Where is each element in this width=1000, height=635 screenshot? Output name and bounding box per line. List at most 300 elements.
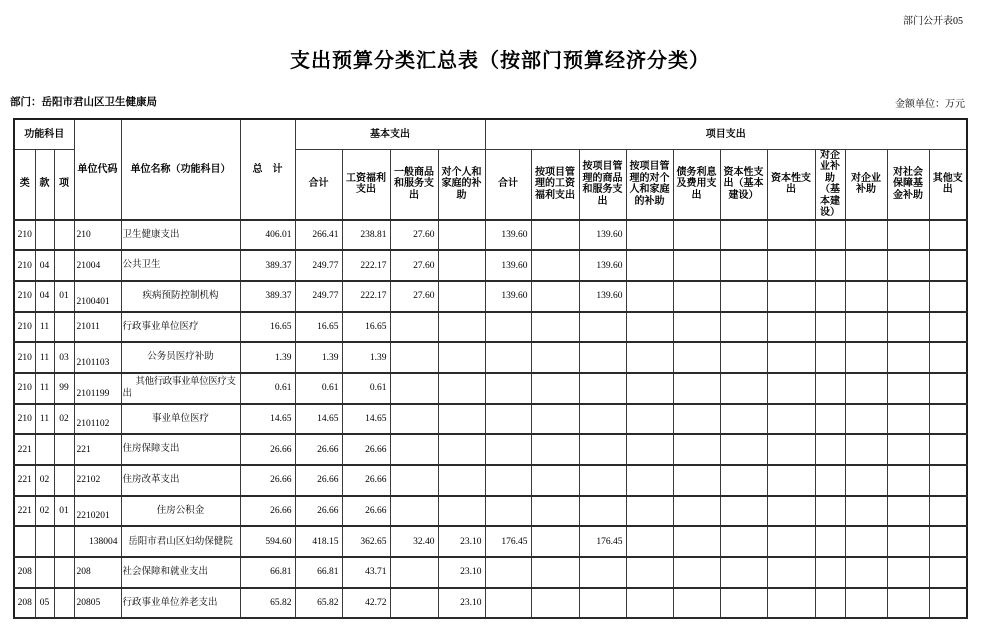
cell-unit-code: 2101103	[74, 342, 121, 373]
cell-class: 210	[14, 342, 35, 373]
cell-value: 176.45	[579, 526, 626, 557]
cell-value	[485, 312, 531, 343]
cell-value	[887, 373, 929, 404]
cell-section: 04	[35, 281, 54, 312]
cell-value: 0.61	[295, 373, 342, 404]
cell-value	[673, 434, 720, 465]
cell-value	[887, 312, 929, 343]
cell-value	[438, 465, 485, 496]
cell-unit-name: 住房公积金	[121, 496, 240, 527]
cell-value: 66.81	[295, 557, 342, 588]
table-row	[14, 434, 967, 465]
cell-value	[531, 434, 579, 465]
cell-unit-name: 卫生健康支出	[121, 220, 240, 251]
cell-unit-name: 岳阳市君山区妇幼保健院	[121, 526, 240, 557]
cell-unit-code: 22102	[74, 465, 121, 496]
cell-value: 222.17	[342, 281, 390, 312]
cell-value: 16.65	[342, 312, 390, 343]
cell-value	[929, 588, 967, 619]
cell-value	[767, 250, 815, 281]
cell-value	[845, 588, 887, 619]
cell-value	[815, 496, 845, 527]
cell-value	[579, 373, 626, 404]
cell-value	[929, 220, 967, 251]
cell-unit-code: 2100401	[74, 281, 121, 312]
cell-value	[845, 373, 887, 404]
cell-unit-code: 210	[74, 220, 121, 251]
cell-unit-name: 住房改革支出	[121, 465, 240, 496]
cell-value	[845, 404, 887, 435]
cell-value: 26.66	[240, 434, 295, 465]
cell-value	[720, 250, 767, 281]
cell-value: 139.60	[485, 220, 531, 251]
cell-value: 222.17	[342, 250, 390, 281]
cell-class: 208	[14, 557, 35, 588]
cell-unit-code: 21004	[74, 250, 121, 281]
cell-value	[720, 220, 767, 251]
cell-value	[720, 404, 767, 435]
cell-class: 208	[14, 588, 35, 619]
cell-unit-name: 疾病预防控制机构	[121, 281, 240, 312]
cell-section: 04	[35, 250, 54, 281]
cell-value	[929, 465, 967, 496]
header-project-social-security-fund: 对社会保障基金补助	[887, 149, 929, 220]
table-row	[14, 281, 967, 312]
cell-value	[579, 588, 626, 619]
cell-value	[767, 588, 815, 619]
cell-value	[390, 557, 438, 588]
cell-value: 42.72	[342, 588, 390, 619]
cell-unit-code: 2210201	[74, 496, 121, 527]
cell-value	[887, 496, 929, 527]
header-total: 总 计	[240, 119, 295, 220]
cell-value	[929, 342, 967, 373]
cell-item	[54, 250, 74, 281]
table-row	[14, 250, 967, 281]
budget-table	[13, 118, 968, 619]
cell-value: 26.66	[295, 465, 342, 496]
header-row-groups	[14, 119, 967, 149]
cell-value	[485, 588, 531, 619]
cell-class: 210	[14, 220, 35, 251]
cell-unit-code: 2101102	[74, 404, 121, 435]
cell-class: 210	[14, 281, 35, 312]
header-section: 款	[35, 149, 54, 220]
cell-value	[438, 404, 485, 435]
cell-value	[767, 373, 815, 404]
cell-section: 02	[35, 465, 54, 496]
cell-item: 03	[54, 342, 74, 373]
cell-value	[929, 434, 967, 465]
cell-value	[438, 281, 485, 312]
cell-value: 26.66	[342, 496, 390, 527]
cell-value	[579, 404, 626, 435]
cell-class: 221	[14, 434, 35, 465]
department-label: 部门：岳阳市君山区卫生健康局	[10, 97, 157, 108]
cell-class: 210	[14, 373, 35, 404]
cell-value	[929, 526, 967, 557]
cell-value	[673, 312, 720, 343]
cell-value	[579, 557, 626, 588]
header-basic-individual-family: 对个人和家庭的补助	[438, 149, 485, 220]
cell-section	[35, 434, 54, 465]
cell-value: 238.81	[342, 220, 390, 251]
cell-value	[531, 465, 579, 496]
cell-value	[626, 588, 673, 619]
cell-value	[815, 281, 845, 312]
cell-item	[54, 220, 74, 251]
cell-value: 23.10	[438, 526, 485, 557]
cell-value: 0.61	[342, 373, 390, 404]
table-row	[14, 373, 967, 404]
cell-value	[438, 434, 485, 465]
cell-value	[720, 557, 767, 588]
cell-value	[626, 526, 673, 557]
cell-item: 01	[54, 496, 74, 527]
table-row	[14, 526, 967, 557]
cell-value	[673, 250, 720, 281]
cell-value: 26.66	[240, 496, 295, 527]
cell-value	[438, 373, 485, 404]
header-project-subtotal: 合计	[485, 149, 531, 220]
cell-value	[929, 312, 967, 343]
cell-value	[887, 434, 929, 465]
cell-value: 139.60	[579, 281, 626, 312]
cell-value	[929, 281, 967, 312]
cell-value: 594.60	[240, 526, 295, 557]
cell-value	[887, 404, 929, 435]
cell-value	[887, 588, 929, 619]
header-func-group: 功能科目	[14, 119, 74, 149]
cell-value	[438, 342, 485, 373]
cell-value	[673, 404, 720, 435]
cell-value: 1.39	[342, 342, 390, 373]
cell-unit-code: 208	[74, 557, 121, 588]
header-project-goods-services: 按项目管理的商品和服务支出	[579, 149, 626, 220]
cell-value	[485, 496, 531, 527]
cell-value	[531, 404, 579, 435]
cell-value: 14.65	[295, 404, 342, 435]
cell-section: 11	[35, 373, 54, 404]
cell-unit-name: 行政事业单位养老支出	[121, 588, 240, 619]
header-project-capital-construction: 资本性支出（基本建设）	[720, 149, 767, 220]
cell-value	[673, 496, 720, 527]
header-project-individual-family: 按项目管理的对个人和家庭的补助	[626, 149, 673, 220]
cell-value	[767, 434, 815, 465]
cell-value: 389.37	[240, 250, 295, 281]
cell-value	[626, 220, 673, 251]
cell-value	[720, 373, 767, 404]
cell-value	[485, 434, 531, 465]
cell-value	[626, 250, 673, 281]
page-title: 支出预算分类汇总表（按部门预算经济分类）	[290, 50, 710, 72]
cell-class: 210	[14, 404, 35, 435]
cell-unit-code: 2101199	[74, 373, 121, 404]
cell-value	[887, 526, 929, 557]
cell-value	[815, 250, 845, 281]
cell-value	[720, 342, 767, 373]
cell-value	[485, 342, 531, 373]
cell-value	[845, 526, 887, 557]
cell-value	[845, 434, 887, 465]
cell-value	[485, 557, 531, 588]
cell-value	[390, 434, 438, 465]
cell-value	[673, 465, 720, 496]
cell-class: 221	[14, 465, 35, 496]
cell-class: 210	[14, 250, 35, 281]
cell-value	[438, 250, 485, 281]
cell-value	[579, 496, 626, 527]
cell-value	[815, 404, 845, 435]
table-row	[14, 465, 967, 496]
cell-section	[35, 220, 54, 251]
cell-value	[626, 557, 673, 588]
cell-value	[720, 281, 767, 312]
cell-value	[767, 526, 815, 557]
table-row	[14, 557, 967, 588]
cell-value	[673, 557, 720, 588]
cell-value	[531, 220, 579, 251]
cell-value	[626, 342, 673, 373]
cell-value: 266.41	[295, 220, 342, 251]
cell-value: 139.60	[485, 250, 531, 281]
header-project-debt-interest: 债务利息及费用支出	[673, 149, 720, 220]
cell-value	[815, 342, 845, 373]
cell-value	[673, 220, 720, 251]
cell-section	[35, 557, 54, 588]
cell-value: 65.82	[295, 588, 342, 619]
cell-value: 0.61	[240, 373, 295, 404]
cell-value	[673, 342, 720, 373]
table-row	[14, 496, 967, 527]
header-project-capital: 资本性支出	[767, 149, 815, 220]
cell-value	[673, 373, 720, 404]
cell-value	[845, 342, 887, 373]
cell-value	[720, 434, 767, 465]
cell-value	[531, 312, 579, 343]
cell-unit-code: 221	[74, 434, 121, 465]
cell-value: 26.66	[240, 465, 295, 496]
table-row	[14, 220, 967, 251]
cell-value	[626, 434, 673, 465]
cell-value	[767, 281, 815, 312]
cell-value	[390, 373, 438, 404]
cell-value	[438, 312, 485, 343]
cell-value	[815, 434, 845, 465]
cell-value	[767, 465, 815, 496]
cell-value	[390, 496, 438, 527]
cell-value	[485, 373, 531, 404]
header-project-other: 其他支出	[929, 149, 967, 220]
cell-section: 11	[35, 312, 54, 343]
cell-section: 05	[35, 588, 54, 619]
cell-item	[54, 557, 74, 588]
cell-unit-code: 20805	[74, 588, 121, 619]
cell-value	[673, 526, 720, 557]
cell-value	[579, 312, 626, 343]
cell-value	[531, 526, 579, 557]
cell-value	[673, 281, 720, 312]
cell-unit-name: 事业单位医疗	[121, 404, 240, 435]
cell-value	[720, 312, 767, 343]
cell-value: 23.10	[438, 557, 485, 588]
cell-value	[720, 465, 767, 496]
cell-value: 26.66	[295, 434, 342, 465]
cell-value	[626, 281, 673, 312]
cell-value: 26.66	[342, 465, 390, 496]
table-row	[14, 588, 967, 619]
cell-value	[531, 373, 579, 404]
cell-value: 66.81	[240, 557, 295, 588]
cell-class	[14, 526, 35, 557]
cell-value	[579, 342, 626, 373]
cell-value: 389.37	[240, 281, 295, 312]
cell-value: 32.40	[390, 526, 438, 557]
cell-unit-code: 21011	[74, 312, 121, 343]
header-project-enterprise: 对企业补助	[845, 149, 887, 220]
cell-value	[390, 312, 438, 343]
cell-value	[845, 220, 887, 251]
cell-value	[929, 250, 967, 281]
cell-value	[845, 557, 887, 588]
header-basic-salary: 工资福利支出	[342, 149, 390, 220]
cell-value	[531, 557, 579, 588]
cell-value	[626, 404, 673, 435]
cell-value	[845, 312, 887, 343]
cell-value	[531, 496, 579, 527]
cell-value: 23.10	[438, 588, 485, 619]
cell-value: 139.60	[579, 220, 626, 251]
amount-unit-label: 金额单位：万元	[895, 99, 965, 110]
cell-value	[438, 220, 485, 251]
cell-value	[887, 250, 929, 281]
cell-item: 99	[54, 373, 74, 404]
cell-value	[390, 465, 438, 496]
cell-value	[531, 281, 579, 312]
doc-code-label: 部门公开表05	[903, 16, 963, 27]
header-basic-subtotal: 合计	[295, 149, 342, 220]
cell-value: 65.82	[240, 588, 295, 619]
header-basic-group: 基本支出	[295, 119, 485, 149]
cell-unit-name: 公务员医疗补助	[121, 342, 240, 373]
cell-value: 362.65	[342, 526, 390, 557]
cell-value: 26.66	[342, 434, 390, 465]
cell-value: 27.60	[390, 220, 438, 251]
cell-value	[390, 342, 438, 373]
cell-value	[815, 465, 845, 496]
cell-value: 1.39	[240, 342, 295, 373]
header-unit-code: 单位代码	[74, 119, 121, 220]
cell-value: 249.77	[295, 281, 342, 312]
cell-item	[54, 465, 74, 496]
budget-table-body	[14, 220, 967, 619]
cell-value: 14.65	[342, 404, 390, 435]
cell-value	[390, 404, 438, 435]
cell-item	[54, 588, 74, 619]
cell-value: 249.77	[295, 250, 342, 281]
cell-class: 210	[14, 312, 35, 343]
cell-value	[845, 496, 887, 527]
cell-value: 1.39	[295, 342, 342, 373]
cell-value	[626, 465, 673, 496]
cell-value: 139.60	[579, 250, 626, 281]
cell-value	[531, 250, 579, 281]
table-row	[14, 312, 967, 343]
cell-value: 406.01	[240, 220, 295, 251]
cell-value	[929, 496, 967, 527]
cell-value	[845, 250, 887, 281]
cell-value	[887, 557, 929, 588]
header-unit-name: 单位名称（功能科目）	[121, 119, 240, 220]
cell-value	[626, 496, 673, 527]
cell-value	[438, 496, 485, 527]
cell-value	[887, 220, 929, 251]
cell-value: 14.65	[240, 404, 295, 435]
cell-value	[815, 557, 845, 588]
cell-value	[815, 312, 845, 343]
cell-value	[531, 588, 579, 619]
cell-value	[767, 404, 815, 435]
cell-value	[720, 588, 767, 619]
cell-value: 139.60	[485, 281, 531, 312]
cell-value	[767, 557, 815, 588]
header-item: 项	[54, 149, 74, 220]
cell-unit-name: 社会保障和就业支出	[121, 557, 240, 588]
cell-value	[720, 496, 767, 527]
cell-value	[531, 342, 579, 373]
header-project-salary: 按项目管理的工资福利支出	[531, 149, 579, 220]
cell-value	[673, 588, 720, 619]
table-row	[14, 404, 967, 435]
cell-value: 26.66	[295, 496, 342, 527]
cell-unit-name: 其他行政事业单位医疗支出	[121, 373, 240, 404]
cell-unit-code: 138004	[74, 526, 121, 557]
cell-section: 11	[35, 404, 54, 435]
cell-unit-name: 住房保障支出	[121, 434, 240, 465]
cell-value	[929, 373, 967, 404]
cell-value: 16.65	[295, 312, 342, 343]
cell-section: 02	[35, 496, 54, 527]
cell-value	[887, 281, 929, 312]
cell-value	[390, 588, 438, 619]
cell-value	[767, 220, 815, 251]
cell-item	[54, 526, 74, 557]
cell-value	[815, 526, 845, 557]
cell-value: 27.60	[390, 281, 438, 312]
cell-value	[485, 465, 531, 496]
cell-section	[35, 526, 54, 557]
cell-value	[845, 281, 887, 312]
cell-value	[815, 220, 845, 251]
cell-value	[579, 465, 626, 496]
header-basic-goods-services: 一般商品和服务支出	[390, 149, 438, 220]
cell-value: 43.71	[342, 557, 390, 588]
cell-value	[815, 588, 845, 619]
cell-value	[720, 526, 767, 557]
cell-value	[815, 373, 845, 404]
cell-value: 418.15	[295, 526, 342, 557]
cell-item: 02	[54, 404, 74, 435]
cell-value	[579, 434, 626, 465]
cell-value: 27.60	[390, 250, 438, 281]
cell-value	[845, 465, 887, 496]
cell-value	[929, 557, 967, 588]
cell-value	[626, 373, 673, 404]
cell-section: 11	[35, 342, 54, 373]
cell-item: 01	[54, 281, 74, 312]
cell-class: 221	[14, 496, 35, 527]
cell-value	[485, 404, 531, 435]
